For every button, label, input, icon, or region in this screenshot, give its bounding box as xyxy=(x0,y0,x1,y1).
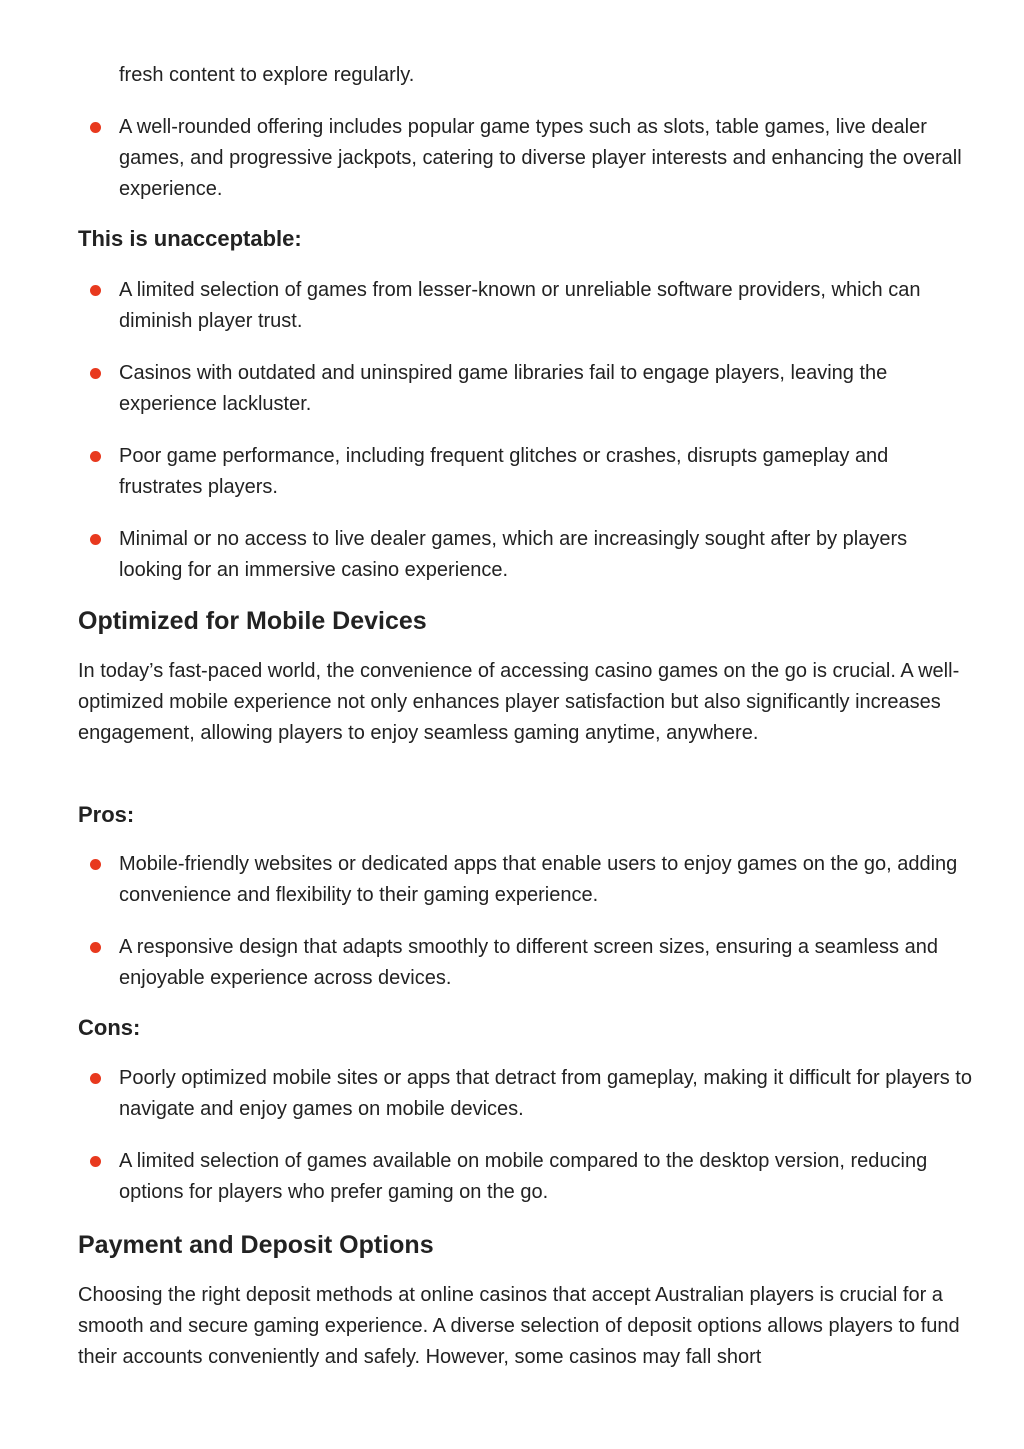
unacceptable-heading: This is unacceptable: xyxy=(78,226,302,251)
unacceptable-list xyxy=(78,275,974,607)
bullet-dot-icon xyxy=(90,451,101,462)
bullet-dot-icon xyxy=(90,859,101,870)
games-pros-list xyxy=(78,112,974,226)
bullet-dot-icon xyxy=(90,285,101,296)
bullet-dot-icon xyxy=(90,1073,101,1084)
list-item: Casinos with outdated and uninspired game libraries fail to engage players, leaving the experience lackluster. xyxy=(78,358,974,420)
list-item: A well-rounded offering includes popular game types such as slots, table games, live dealer games, and progressive jackpots, catering to diverse player interests and enhancing the overall experience. xyxy=(78,112,974,205)
cons-heading: Cons: xyxy=(78,1015,141,1040)
mobile-section-heading: Optimized for Mobile Devices xyxy=(78,607,427,635)
list-item: A limited selection of games available on mobile compared to the desktop version, reducing options for players who prefer gaming on the go. xyxy=(78,1146,974,1208)
mobile-intro-paragraph: In today’s fast-paced world, the convenience of accessing casino games on the go is crucial. A well-optimized mobile experience not only enhances player satisfaction but also significantly increases engagement, allowing players to enjoy seamless gaming anytime, anywhere. xyxy=(78,660,960,744)
list-item: Poorly optimized mobile sites or apps that detract from gameplay, making it difficult for players to navigate and enjoy games on mobile devices. xyxy=(78,1063,974,1125)
list-item: A responsive design that adapts smoothly to different screen sizes, ensuring a seamless and enjoyable experience across devices. xyxy=(78,932,974,994)
payment-section-heading: Payment and Deposit Options xyxy=(78,1231,434,1259)
bullet-dot-icon xyxy=(90,1156,101,1167)
bullet-dot-icon xyxy=(90,368,101,379)
pros-heading: Pros: xyxy=(78,802,135,827)
bullet-dot-icon xyxy=(90,942,101,953)
list-item: Minimal or no access to live dealer games, which are increasingly sought after by players looking for an immersive casino experience. xyxy=(78,524,974,586)
bullet-dot-icon xyxy=(90,122,101,133)
list-item: A limited selection of games from lesser-known or unreliable software providers, which can diminish player trust. xyxy=(78,275,974,337)
list-item: Mobile-friendly websites or dedicated apps that enable users to enjoy games on the go, adding convenience and flexibility to their gaming experience. xyxy=(78,849,974,911)
payment-intro-paragraph: Choosing the right deposit methods at online casinos that accept Australian players is crucial for a smooth and secure gaming experience. A diverse selection of deposit options allows players to fund their accounts conveniently and safely. However, some casinos may fall short xyxy=(78,1284,960,1368)
bullet-dot-icon xyxy=(90,534,101,545)
list-item: Poor game performance, including frequent glitches or crashes, disrupts gameplay and frustrates players. xyxy=(78,441,974,503)
continuation-text: fresh content to explore regularly. xyxy=(119,64,415,86)
mobile-pros-list xyxy=(78,849,974,1015)
mobile-cons-list xyxy=(78,1063,974,1229)
